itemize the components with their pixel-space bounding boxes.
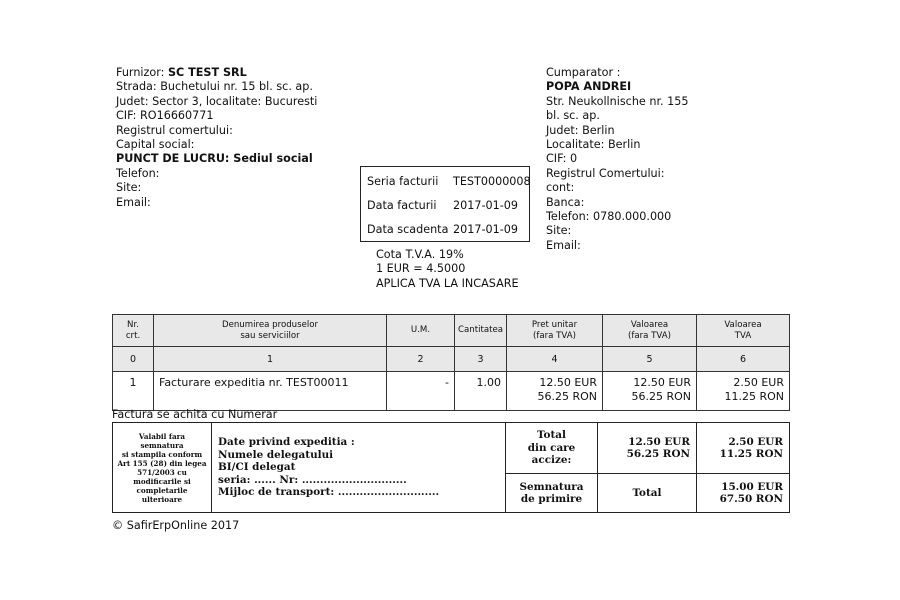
exchange-rate: 1 EUR = 4.5000 bbox=[376, 262, 466, 276]
header-product bbox=[154, 315, 387, 347]
row-nr: 1 bbox=[113, 372, 154, 411]
column-index-row bbox=[113, 347, 790, 372]
header-um bbox=[387, 315, 455, 347]
supplier-email: Email: bbox=[116, 195, 151, 209]
row-value-ron: 56.25 RON bbox=[631, 389, 691, 403]
grand-total-eur: 15.00 EUR bbox=[721, 480, 783, 493]
buyer-site: Site: bbox=[546, 224, 572, 238]
header-value-line2: (fara TVA) bbox=[628, 330, 671, 341]
supplier-trade-register: Registrul comertului: bbox=[116, 123, 233, 137]
total-value bbox=[598, 423, 697, 474]
index-cell: 4 bbox=[507, 347, 603, 372]
signature-label-line: Semnatura bbox=[519, 480, 584, 493]
total-label-line: accize: bbox=[531, 454, 572, 467]
delegate-line: BI/CI delegat bbox=[218, 461, 296, 474]
buyer-name: POPA ANDREI bbox=[546, 80, 632, 94]
totals-footer-table bbox=[112, 422, 790, 513]
due-date-row bbox=[367, 223, 518, 236]
supplier-capital: Capital social: bbox=[116, 138, 195, 152]
items-table bbox=[112, 314, 790, 411]
supplier-cif: CIF: RO16660771 bbox=[116, 109, 214, 123]
buyer-label: Cumparator : bbox=[546, 66, 621, 79]
due-date-label: Data scadenta bbox=[367, 223, 449, 236]
buyer-locality: Localitate: Berlin bbox=[546, 138, 641, 152]
index-cell: 2 bbox=[387, 347, 455, 372]
header-vat-line2: TVA bbox=[734, 330, 752, 341]
invoice-date-row bbox=[367, 199, 518, 212]
delegate-line: Numele delegatului bbox=[218, 448, 334, 461]
row-unit-price-eur: 12.50 EUR bbox=[539, 376, 597, 389]
index-cell: 3 bbox=[455, 347, 507, 372]
buyer-account: cont: bbox=[546, 181, 575, 195]
row-vat-eur: 2.50 EUR bbox=[733, 376, 784, 389]
index-cell: 6 bbox=[697, 347, 790, 372]
header-qty bbox=[455, 315, 507, 347]
signature-label bbox=[506, 474, 598, 513]
total-vat bbox=[697, 423, 790, 474]
grand-total-ron: 67.50 RON bbox=[719, 493, 783, 505]
vat-rate: Cota T.V.A. 19% bbox=[376, 248, 464, 261]
supplier-site: Site: bbox=[116, 181, 142, 195]
work-point-label: PUNCT DE LUCRU: bbox=[116, 152, 230, 166]
buyer-bank: Banca: bbox=[546, 195, 585, 209]
header-value bbox=[603, 315, 697, 347]
payment-method-note: Factura se achita cu Numerar bbox=[112, 408, 278, 421]
validity-line: Art 155 (28) din legea bbox=[117, 458, 207, 468]
index-cell: 0 bbox=[113, 347, 154, 372]
header-vat-line1: Valoarea bbox=[724, 319, 762, 330]
header-nr-line1: Nr. bbox=[127, 319, 139, 330]
total-value-ron: 56.25 RON bbox=[626, 448, 690, 460]
total-value-eur: 12.50 EUR bbox=[628, 435, 690, 448]
supplier-street: Strada: Buchetului nr. 15 bl. sc. ap. bbox=[116, 80, 313, 94]
validity-line: si stampila conform bbox=[121, 449, 203, 459]
vat-info bbox=[376, 248, 519, 291]
supplier-name-line bbox=[116, 66, 317, 80]
buyer-block bbox=[546, 66, 689, 253]
footer-row-totals bbox=[113, 423, 790, 474]
invoice-series-label: Seria facturii bbox=[367, 175, 439, 188]
row-vat-ron: 11.25 RON bbox=[724, 389, 784, 403]
table-header-row bbox=[113, 315, 790, 347]
row-unit-price-ron: 56.25 RON bbox=[537, 389, 597, 403]
supplier-county: Judet: Sector 3, localitate: Bucuresti bbox=[116, 94, 318, 108]
invoice-series-value: TEST0000008 bbox=[453, 175, 531, 188]
header-product-line2: sau serviciilor bbox=[240, 330, 300, 341]
supplier-work-point bbox=[116, 152, 317, 166]
vat-on-cash-note: APLICA TVA LA INCASARE bbox=[376, 276, 519, 290]
header-value-line1: Valoarea bbox=[630, 319, 669, 330]
delegate-line: Mijloc de transport: ............................ bbox=[218, 486, 440, 499]
validity-line: completarile bbox=[136, 485, 188, 495]
header-unit-price-line1: Pret unitar bbox=[531, 319, 578, 330]
buyer-phone: Telefon: 0780.000.000 bbox=[546, 210, 672, 224]
validity-line: ulterioare bbox=[141, 494, 183, 504]
table-row bbox=[113, 372, 790, 411]
header-vat bbox=[697, 315, 790, 347]
buyer-cif: CIF: 0 bbox=[546, 152, 578, 166]
row-value-eur: 12.50 EUR bbox=[633, 376, 691, 389]
row-unit-price bbox=[507, 372, 603, 411]
buyer-county: Judet: Berlin bbox=[546, 123, 615, 137]
invoice-series-row bbox=[367, 175, 531, 188]
delegate-info bbox=[212, 423, 506, 513]
total-vat-eur: 2.50 EUR bbox=[728, 435, 783, 448]
supplier-name: SC TEST SRL bbox=[167, 66, 247, 79]
header-nr-line2: crt. bbox=[125, 330, 141, 341]
header-nr bbox=[113, 315, 154, 347]
index-cell: 1 bbox=[154, 347, 387, 372]
grand-total bbox=[697, 474, 790, 513]
validity-line: modificarile si bbox=[133, 476, 191, 486]
work-point-value: Sediul social bbox=[229, 152, 313, 166]
buyer-street: Str. Neukollnische nr. 155 bbox=[546, 94, 689, 108]
validity-note bbox=[113, 423, 212, 513]
buyer-email: Email: bbox=[546, 238, 581, 252]
row-product-name: Facturare expeditia nr. TEST00011 bbox=[154, 372, 387, 411]
total-label-line: Total bbox=[537, 429, 566, 442]
validity-line: semnatura bbox=[140, 440, 184, 450]
row-vat bbox=[697, 372, 790, 411]
buyer-building: bl. sc. ap. bbox=[546, 109, 600, 123]
row-value bbox=[603, 372, 697, 411]
total-vat-ron: 11.25 RON bbox=[719, 448, 783, 460]
invoice-meta-box bbox=[360, 166, 530, 242]
copyright-notice: © SafirErpOnline 2017 bbox=[112, 519, 240, 532]
supplier-phone: Telefon: bbox=[116, 166, 160, 180]
supplier-label: Furnizor: bbox=[116, 66, 168, 79]
header-um-text: U.M. bbox=[410, 325, 431, 335]
due-date-value: 2017-01-09 bbox=[453, 223, 519, 236]
invoice-date-value: 2017-01-09 bbox=[453, 199, 519, 212]
total-label-line: din care bbox=[527, 441, 576, 454]
header-product-line1: Denumirea produselor bbox=[221, 319, 319, 330]
supplier-block bbox=[116, 66, 317, 210]
grand-total-label: Total bbox=[598, 474, 697, 513]
invoice-date-label: Data facturii bbox=[367, 199, 437, 212]
row-um: - bbox=[387, 372, 455, 411]
delegate-line: seria: ...... Nr: ............................. bbox=[218, 473, 407, 486]
row-qty: 1.00 bbox=[455, 372, 507, 411]
signature-label-line: de primire bbox=[520, 493, 583, 505]
validity-line: Valabil fara bbox=[138, 431, 186, 441]
validity-line: 571/2003 cu bbox=[137, 467, 187, 477]
total-excise-label bbox=[506, 423, 598, 474]
header-unit-price bbox=[507, 315, 603, 347]
header-qty-text: Cantitatea bbox=[457, 325, 504, 335]
delegate-line: Date privind expeditia : bbox=[218, 436, 355, 449]
header-unit-price-line2: (fara TVA) bbox=[533, 330, 576, 341]
index-cell: 5 bbox=[603, 347, 697, 372]
buyer-trade-register: Registrul Comertului: bbox=[546, 166, 665, 180]
